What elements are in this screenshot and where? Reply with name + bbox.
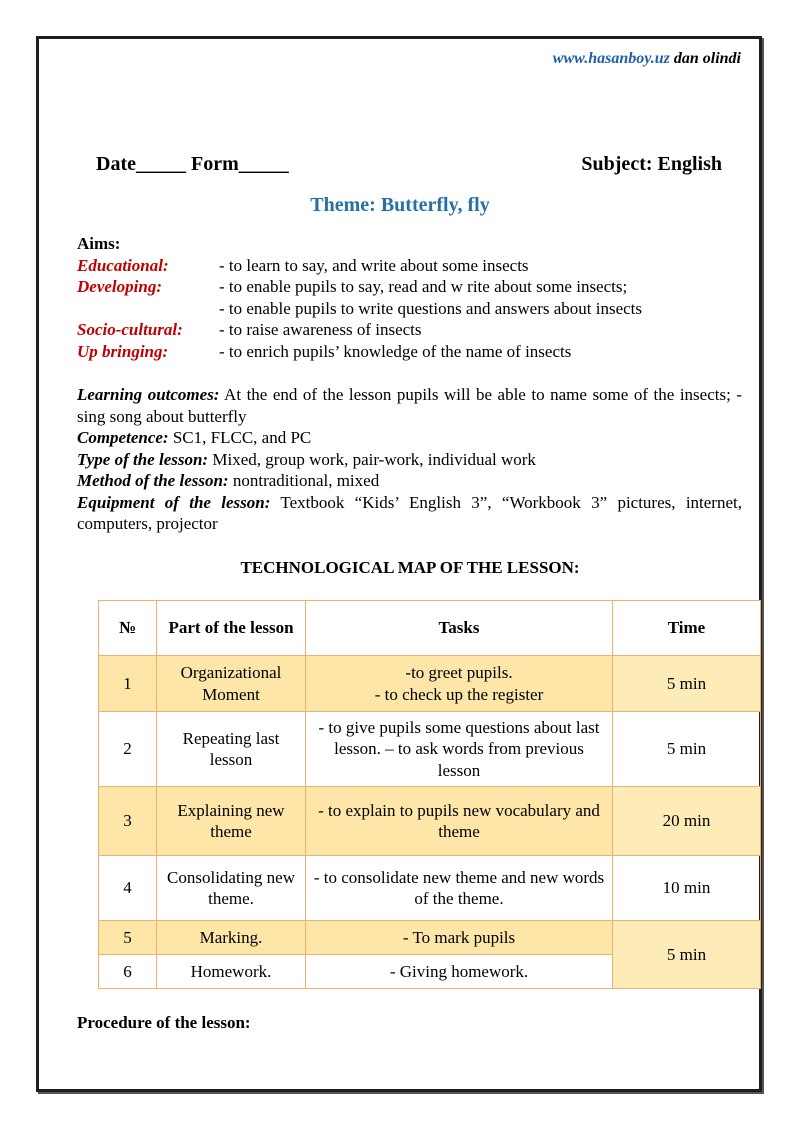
row-part: Marking. [157,921,306,955]
type-label: Type of the lesson: [77,449,209,469]
aim-text: - to enrich pupils’ knowledge of the name of insects [219,341,572,361]
map-title: TECHNOLOGICAL MAP OF THE LESSON: [240,558,580,577]
subject-label: Subject: English [581,153,722,175]
col-tasks-header: Tasks [306,601,613,656]
row-tasks: - to explain to pupils new vocabulary and theme [306,787,613,856]
aim-row [77,298,642,320]
source-suffix: dan olindi [669,50,741,67]
row-number: 3 [99,787,157,856]
aim-text: - to enable pupils to say, read and w rite about some insects; [219,277,628,296]
row-time: 5 min [613,712,761,787]
lesson-type [77,449,742,471]
table-row [99,856,761,921]
aim-text: - to raise awareness of insects [219,320,422,339]
task-line: - to check up the register [374,684,544,704]
aim-text: - to learn to say, and write about some insects [219,255,529,275]
technological-map-table [98,600,761,989]
lesson-header [96,153,722,176]
row-number: 1 [99,656,157,712]
row-part: Repeating last lesson [157,712,306,787]
table-header-row [99,601,761,656]
table-row [99,787,761,856]
task-line: -to greet pupils. [405,663,513,682]
row-part: Explaining new theme [157,787,306,856]
lesson-method [77,470,742,492]
competence-label: Competence: [77,428,169,447]
table-row [99,921,761,955]
method-text: nontraditional, mixed [228,471,380,490]
aim-row [77,319,642,341]
aim-label: Developing: [77,277,162,296]
outcomes-text: At the end of the lesson pupils will be able to name some of the insects; - sing song about butterfly [77,385,742,426]
equipment-text: Textbook “Kids’ English 3”, “Workbook 3” pictures, internet, computers, projector [77,492,742,533]
source-link[interactable]: www.hasanboy.uz [552,50,670,67]
row-number: 5 [99,921,157,955]
lesson-theme: Theme: Butterfly, fly [310,194,490,216]
source-note [553,50,741,68]
row-tasks: - To mark pupils [306,921,613,955]
method-label: Method of the lesson: [77,471,229,490]
row-time: 20 min [613,787,761,856]
lesson-equipment [77,492,742,535]
date-form-label: Date_____ Form_____ [96,153,289,175]
learning-outcomes [77,384,742,427]
row-time: 10 min [613,856,761,921]
col-number-header: № [99,601,157,656]
row-tasks: - Giving homework. [306,955,613,989]
aim-label: Educational: [77,255,169,275]
row-number: 2 [99,712,157,787]
table-row [99,656,761,712]
row-part: Consolidating new theme. [157,856,306,921]
col-part-header: Part of the lesson [157,601,306,656]
table-row [99,712,761,787]
row-time: 5 min [613,921,761,989]
aim-label: Up bringing: [77,341,169,361]
aim-row [77,341,642,363]
aims-title: Aims: [77,234,121,253]
equipment-label: Equipment of the lesson: [77,492,271,512]
aim-row [77,255,642,277]
type-text: Mixed, group work, pair-work, individual work [208,449,536,469]
aim-row [77,276,642,298]
row-time: 5 min [613,656,761,712]
competence-text: SC1, FLCC, and PC [168,428,312,447]
aim-text: - to enable pupils to write questions and answers about insects [219,298,643,318]
aim-label [77,298,219,320]
aims-section [77,233,642,362]
row-part: Homework. [157,955,306,989]
row-tasks: - to give pupils some questions about last lesson. – to ask words from previous lesson [306,712,613,787]
aim-label: Socio-cultural: [77,320,183,339]
row-number: 4 [99,856,157,921]
row-part: Organizational Moment [157,656,306,712]
procedure-heading: Procedure of the lesson: [77,1013,251,1032]
col-time-header: Time [613,601,761,656]
row-tasks: - to consolidate new theme and new words of the theme. [306,856,613,921]
row-number: 6 [99,955,157,989]
competence [77,427,742,449]
lesson-info [77,384,742,535]
outcomes-label: Learning outcomes: [77,385,220,404]
row-tasks [306,656,613,712]
